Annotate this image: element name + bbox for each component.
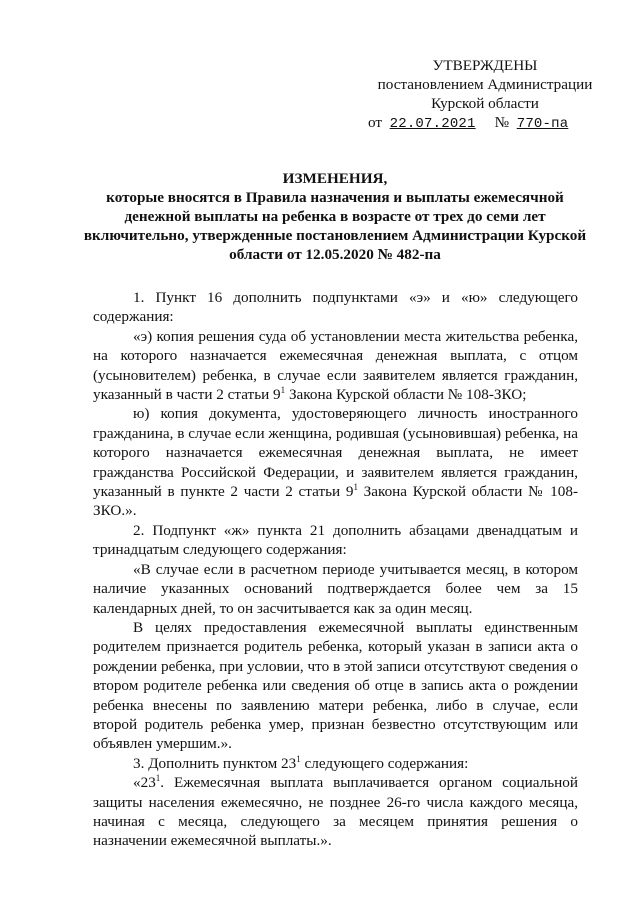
paragraph-7: 3. Дополнить пунктом $23^1$ следующего содержания: <box>133 753 469 772</box>
approval-date: 22.07.2021 <box>389 116 476 132</box>
paragraph-4: 2. Подпункт «ж» пункта 21 дополнить абзацами двенадцатым и тринадцатым следующего содержания: <box>93 521 578 559</box>
date-prefix: от <box>368 114 383 131</box>
approval-authority: постановлением Администрации <box>377 76 593 93</box>
paragraph-3: ю) копия документа, удостоверяющего личность иностранного гражданина, в случае если женщина, родившая (усыновившая) ребенка, на которого назначается ежемесячная денежная выплата, не имеет гражданства Российской Федерации, и заявителем является гражданин, указанный в пункте 2 части 2 статьи $9^1$ Закона Курской области № 108-ЗКО.». <box>93 405 578 520</box>
paragraph-5: «В случае если в расчетном периоде учитывается месяц, в котором наличие указанных оснований подтверждается более чем за 15 календарных дней, то он засчитывается как за один месяц. <box>93 560 578 617</box>
paragraph-1: 1. Пункт 16 дополнить подпунктами «э» и «ю» следующего содержания: <box>93 289 578 326</box>
approval-date-line <box>360 113 610 134</box>
document-title <box>80 169 590 264</box>
document-body <box>93 288 578 851</box>
number-prefix: № <box>494 114 510 131</box>
title-heading: ИЗМЕНЕНИЯ, <box>282 170 388 187</box>
title-subheading: которые вносятся в Правила назначения и выплаты ежемесячной денежной выплаты на ребенка в возрасте от трех до семи лет включительно, утвержденные постановлением Администрации Курской области от 12.05.2020 № 482-па <box>83 189 587 263</box>
approval-number: 770-па <box>516 116 569 132</box>
paragraph-6: В целях предоставления ежемесячной выплаты единственным родителем признается родитель ребенка, который указан в записи акта о рождении ребенка, при условии, что в этой записи отсутствуют сведения о втором родителе ребенка или сведения об отце в запись акта о рождении ребенка внесены по заявлению матери ребенка, либо в случае, если второй родитель ребенка умер, признан безвестно отсутствующим или объявлен умершим.». <box>93 618 578 753</box>
paragraph-2: «э) копия решения суда об установлении места жительства ребенка, на которого назначается ежемесячная денежная выплата, с отцом (усыновителем) ребенка, в случае если заявителем является гражданин, указанный в части 2 статьи $9^1$ Закона Курской области № 108-ЗКО; <box>93 327 578 404</box>
approval-title: УТВЕРЖДЕНЫ <box>432 57 538 74</box>
approval-region: Курской области <box>431 95 539 112</box>
paragraph-8: «$23^1$. Ежемесячная выплата выплачивается органом социальной защиты населения ежемесячно, не позднее 26-го числа каждого месяца, начиная с месяца, следующего за месяцем принятия решения о назначении ежемесячной выплаты.». <box>93 773 578 850</box>
approval-stamp <box>360 56 610 134</box>
